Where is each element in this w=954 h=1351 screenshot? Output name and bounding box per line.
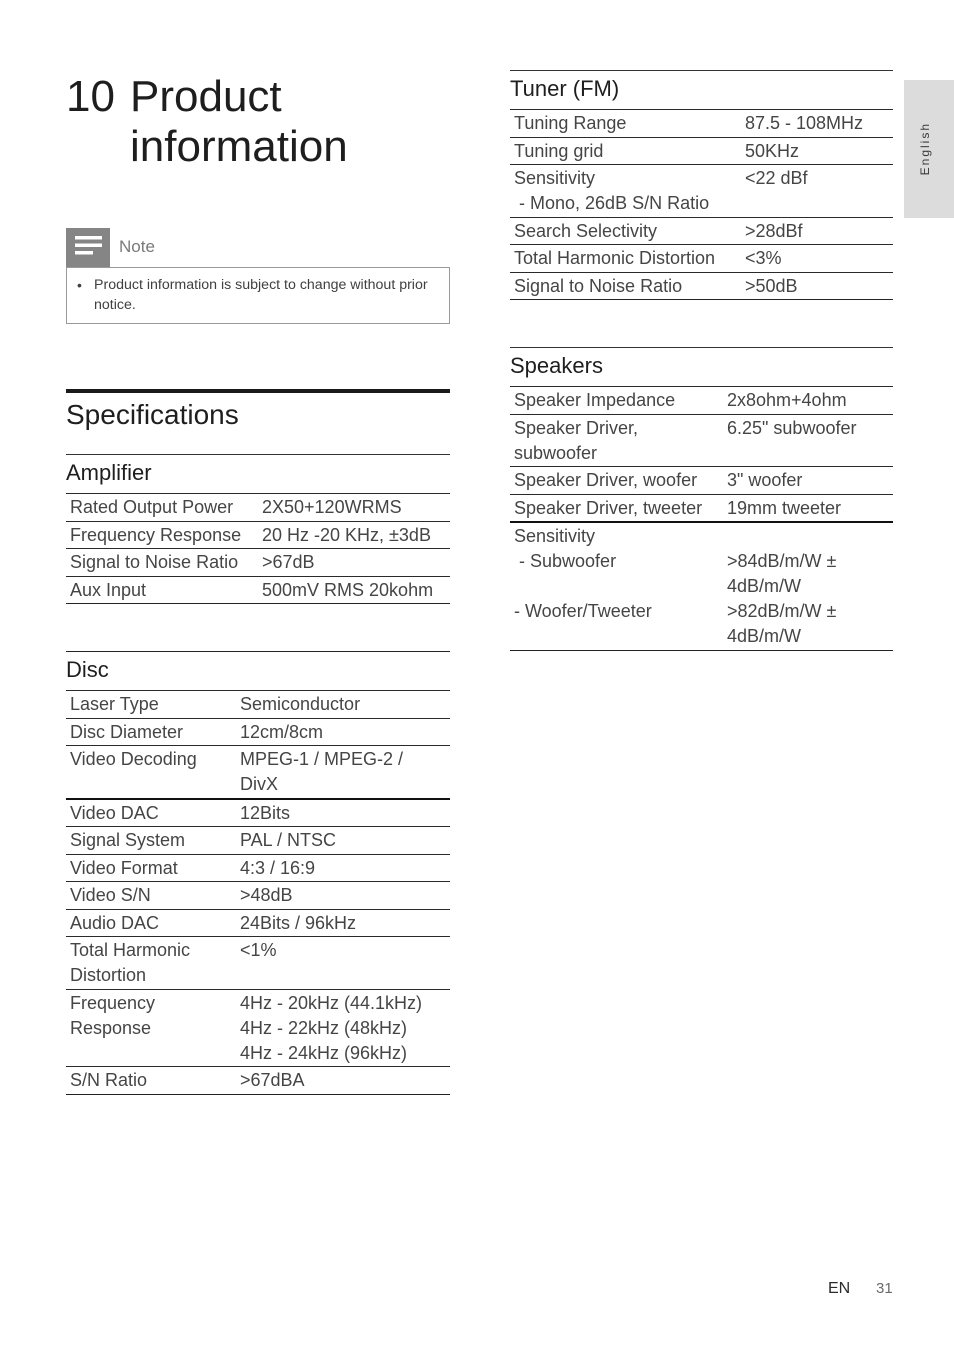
spec-value: 4:3 / 16:9 xyxy=(240,857,316,878)
spec-value: 4Hz - 20kHz (44.1kHz) 4Hz - 22kHz (48kHz) 4Hz - 24kHz (96kHz) xyxy=(240,992,423,1063)
spec-value: 2x8ohm+4ohm xyxy=(727,390,847,410)
spec-row xyxy=(510,217,893,245)
spec-row xyxy=(510,137,893,165)
footer-language: EN xyxy=(828,1280,851,1297)
spec-value: 12Bits xyxy=(240,802,291,823)
spec-value: Semiconductor xyxy=(240,694,361,714)
spec-row xyxy=(66,854,450,882)
spec-value: MPEG-1 / MPEG-2 / DivX xyxy=(240,749,404,794)
disc-table xyxy=(66,690,450,1095)
speakers-heading: Speakers xyxy=(510,353,603,378)
section-divider xyxy=(66,389,450,393)
spec-row xyxy=(66,881,450,909)
spec-value: <22 dBf xyxy=(745,168,808,188)
spec-label: Disc Diameter xyxy=(70,721,184,742)
spec-row xyxy=(510,164,893,217)
spec-value: 2X50+120WRMS xyxy=(262,497,402,517)
language-tab-label: English xyxy=(918,122,932,176)
page-number: 31 xyxy=(876,1280,893,1297)
bullet-icon: • xyxy=(77,277,82,293)
spec-value: >48dB xyxy=(240,885,293,905)
spec-value: >28dBf xyxy=(745,220,803,241)
chapter-number: 10 xyxy=(66,72,115,121)
note-text: Product information is subject to change without prior notice. xyxy=(94,277,428,313)
spec-row xyxy=(510,414,893,467)
spec-label: Video S/N xyxy=(70,885,151,905)
tuner-table xyxy=(510,109,893,300)
spec-label: Sensitivity - Subwoofer - Woofer/Tweeter xyxy=(514,526,652,621)
spec-row xyxy=(510,521,893,651)
spec-value: 24Bits / 96kHz xyxy=(240,912,357,933)
spec-value: 20 Hz -20 KHz, ±3dB xyxy=(262,524,431,545)
speakers-section xyxy=(510,347,893,651)
spec-row xyxy=(510,386,893,414)
speakers-table xyxy=(510,386,893,651)
spec-label: Rated Output Power xyxy=(70,497,234,517)
disc-heading: Disc xyxy=(66,657,109,682)
spec-label: Signal System xyxy=(70,830,186,850)
spec-label: Video Format xyxy=(70,857,178,878)
disc-section xyxy=(66,651,450,1095)
spec-label: Speaker Impedance xyxy=(514,390,676,410)
note-box xyxy=(66,267,450,324)
spec-row xyxy=(66,909,450,937)
spec-label: Total Harmonic Distortion xyxy=(514,248,716,268)
tuner-section xyxy=(510,70,893,300)
spec-label: Video Decoding xyxy=(70,749,197,769)
language-tab xyxy=(904,80,954,218)
spec-row xyxy=(510,494,893,522)
spec-row xyxy=(510,272,893,301)
tuner-heading: Tuner (FM) xyxy=(510,76,620,101)
spec-label: Tuning Range xyxy=(514,113,627,133)
spec-value: 6.25" subwoofer xyxy=(727,417,857,438)
spec-value: <3% xyxy=(745,248,782,268)
spec-value: >50dB xyxy=(745,275,798,296)
spec-row xyxy=(66,690,450,718)
spec-row xyxy=(66,521,450,549)
spec-row xyxy=(66,798,450,827)
spec-label: Signal to Noise Ratio xyxy=(514,275,683,296)
spec-row xyxy=(66,548,450,576)
spec-label: Video DAC xyxy=(70,802,159,823)
spec-row xyxy=(66,745,450,798)
note-icon xyxy=(66,228,110,267)
spec-row xyxy=(510,109,893,137)
spec-value: 50KHz xyxy=(745,140,800,161)
spec-label: Aux Input xyxy=(70,579,147,600)
spec-value: <1% xyxy=(240,940,277,960)
note-label: Note xyxy=(119,237,155,256)
spec-label: Sensitivity - Mono, 26dB S/N Ratio xyxy=(514,168,710,213)
spec-label: Frequency Response xyxy=(70,524,242,545)
spec-value: >84dB/m/W ± 4dB/m/W >82dB/m/W ± 4dB/m/W xyxy=(727,551,837,646)
spec-value: 12cm/8cm xyxy=(240,721,324,742)
amplifier-section xyxy=(66,454,450,604)
spec-row xyxy=(66,493,450,521)
spec-row xyxy=(510,466,893,494)
spec-row xyxy=(66,989,450,1067)
spec-label: Frequency Response xyxy=(70,992,156,1038)
spec-value: PAL / NTSC xyxy=(240,830,337,850)
spec-row xyxy=(66,936,450,989)
spec-label: Signal to Noise Ratio xyxy=(70,552,239,572)
spec-row xyxy=(66,826,450,854)
spec-label: Speaker Driver, tweeter xyxy=(514,497,703,518)
spec-row xyxy=(66,1066,450,1095)
spec-label: Speaker Driver, subwoofer xyxy=(514,417,639,463)
spec-value: >67dB xyxy=(262,552,315,572)
spec-label: Tuning grid xyxy=(514,140,604,161)
spec-value: >67dBA xyxy=(240,1070,305,1090)
spec-row xyxy=(510,244,893,272)
spec-label: Search Selectivity xyxy=(514,220,658,241)
spec-row xyxy=(66,718,450,746)
amplifier-table xyxy=(66,493,450,604)
spec-value: 3" woofer xyxy=(727,470,803,490)
chapter-title: Product information xyxy=(130,72,348,171)
amplifier-heading: Amplifier xyxy=(66,460,152,485)
spec-label: Audio DAC xyxy=(70,912,160,933)
spec-label: Laser Type xyxy=(70,694,159,714)
spec-value: 500mV RMS 20kohm xyxy=(262,579,434,600)
spec-label: Speaker Driver, woofer xyxy=(514,470,698,490)
specifications-heading: Specifications xyxy=(66,399,239,430)
spec-row xyxy=(66,576,450,605)
spec-value: 87.5 - 108MHz xyxy=(745,113,864,133)
spec-label: Total Harmonic Distortion xyxy=(70,940,191,985)
spec-value: 19mm tweeter xyxy=(727,497,842,518)
spec-label: S/N Ratio xyxy=(70,1070,148,1090)
